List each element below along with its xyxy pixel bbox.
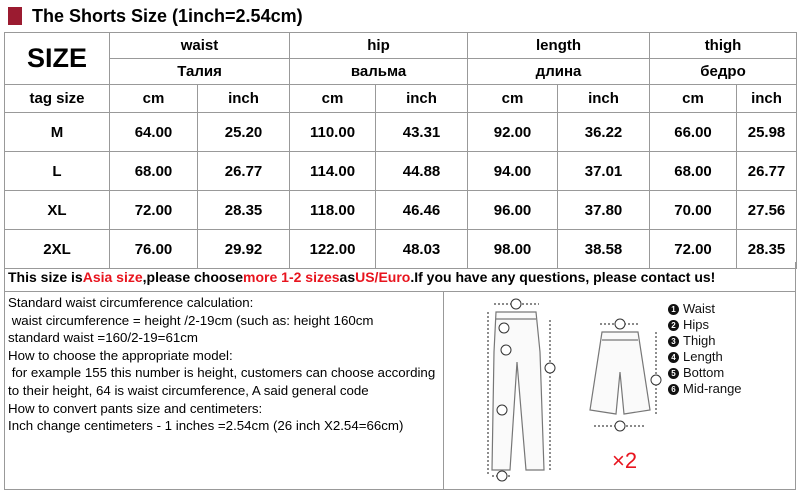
header-length-ru: длина <box>468 59 650 85</box>
value-cell: 114.00 <box>290 152 376 191</box>
unit-cm: cm <box>468 85 558 113</box>
tag-size-header: tag size <box>5 85 110 113</box>
header-thigh: thigh <box>650 33 797 59</box>
instruction-line: for example 155 this number is height, customers can choose according to their height, 64 is waist circumference, A said general code <box>8 365 439 398</box>
title-square-icon <box>8 7 22 25</box>
value-cell: 44.88 <box>376 152 468 191</box>
measurement-legend <box>668 301 742 397</box>
unit-inch: inch <box>198 85 290 113</box>
page-title: The Shorts Size (1inch=2.54cm) <box>32 5 303 26</box>
legend-label: Bottom <box>683 365 725 380</box>
notice-text: .If you have any questions, please contact us! <box>410 268 716 285</box>
value-cell: 29.92 <box>198 230 290 269</box>
value-cell: 68.00 <box>650 152 737 191</box>
notice-us-euro: US/Euro <box>355 268 411 285</box>
instruction-line: How to choose the appropriate model: <box>8 347 233 363</box>
notice-text: This size is <box>8 268 83 285</box>
instruction-line: Standard waist circumference calculation: <box>8 295 254 310</box>
legend-item <box>668 301 742 317</box>
header-length: length <box>468 33 650 59</box>
value-cell: 72.00 <box>110 191 198 230</box>
notice-text: ,please choose <box>142 268 244 285</box>
value-cell: 25.98 <box>737 113 797 152</box>
instruction-line: How to convert pants size and centimeters: <box>8 400 263 416</box>
number-icon: 6 <box>668 384 679 395</box>
legend-label: Waist <box>683 301 716 316</box>
header-hip-ru: вальма <box>290 59 468 85</box>
value-cell: 68.00 <box>110 152 198 191</box>
unit-inch: inch <box>558 85 650 113</box>
value-cell: 25.20 <box>198 113 290 152</box>
table-row <box>5 152 797 191</box>
unit-inch: inch <box>737 85 797 113</box>
unit-cm: cm <box>110 85 198 113</box>
value-cell: 38.58 <box>558 230 650 269</box>
notice-text: as <box>339 268 356 285</box>
value-cell: 46.46 <box>376 191 468 230</box>
number-icon: 3 <box>668 336 679 347</box>
value-cell: 110.00 <box>290 113 376 152</box>
legend-label: Mid-range <box>683 381 742 396</box>
unit-inch: inch <box>376 85 468 113</box>
value-cell: 36.22 <box>558 113 650 152</box>
value-cell: 96.00 <box>468 191 558 230</box>
legend-item <box>668 381 742 397</box>
value-cell: 64.00 <box>110 113 198 152</box>
header-thigh-ru: бедро <box>650 59 797 85</box>
unit-cm: cm <box>290 85 376 113</box>
header-waist: waist <box>110 33 290 59</box>
size-cell: L <box>5 152 110 191</box>
size-cell: 2XL <box>5 230 110 269</box>
size-cell: XL <box>5 191 110 230</box>
title-bar <box>0 0 800 32</box>
legend-item <box>668 349 742 365</box>
value-cell: 122.00 <box>290 230 376 269</box>
value-cell: 26.77 <box>198 152 290 191</box>
legend-item <box>668 317 742 333</box>
value-cell: 98.00 <box>468 230 558 269</box>
value-cell: 70.00 <box>650 191 737 230</box>
value-cell: 43.31 <box>376 113 468 152</box>
value-cell: 48.03 <box>376 230 468 269</box>
value-cell: 94.00 <box>468 152 558 191</box>
quantity-multiplier: ×2 <box>612 448 638 473</box>
notice-asia-size: Asia size <box>82 268 143 285</box>
value-cell: 72.00 <box>650 230 737 269</box>
value-cell: 37.01 <box>558 152 650 191</box>
value-cell: 28.35 <box>737 230 797 269</box>
header-hip: hip <box>290 33 468 59</box>
size-header: SIZE <box>5 33 110 85</box>
measurement-instructions <box>4 292 444 490</box>
legend-item <box>668 333 742 349</box>
value-cell: 27.56 <box>737 191 797 230</box>
value-cell: 92.00 <box>468 113 558 152</box>
value-cell: 118.00 <box>290 191 376 230</box>
instruction-line: waist circumference = height /2-19cm (such as: height 160cm <box>8 312 374 328</box>
legend-item <box>668 365 742 381</box>
value-cell: 26.77 <box>737 152 797 191</box>
notice-more-sizes: more 1-2 sizes <box>243 268 340 285</box>
size-table <box>4 32 797 269</box>
asia-size-notice <box>4 262 796 292</box>
instruction-line: standard waist =160/2-19=61cm <box>8 330 198 346</box>
unit-cm: cm <box>650 85 737 113</box>
value-cell: 76.00 <box>110 230 198 269</box>
size-cell: M <box>5 113 110 152</box>
instruction-line: Inch change centimeters - 1 inches =2.54cm (26 inch X2.54=66cm) <box>8 418 404 434</box>
value-cell: 37.80 <box>558 191 650 230</box>
table-row <box>5 191 797 230</box>
value-cell: 28.35 <box>198 191 290 230</box>
number-icon: 2 <box>668 320 679 331</box>
number-icon: 5 <box>668 368 679 379</box>
number-icon: 1 <box>668 304 679 315</box>
legend-label: Thigh <box>683 333 716 348</box>
header-waist-ru: Талия <box>110 59 290 85</box>
number-icon: 4 <box>668 352 679 363</box>
table-row <box>5 113 797 152</box>
value-cell: 66.00 <box>650 113 737 152</box>
legend-label: Length <box>683 349 723 364</box>
legend-label: Hips <box>683 317 710 332</box>
